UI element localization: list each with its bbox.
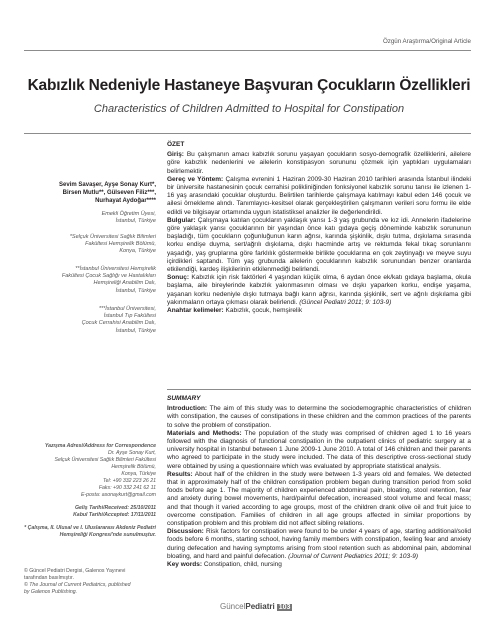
summary-intro [167,405,471,430]
ozet-keywords [167,307,471,315]
summary-keywords [167,561,471,569]
section-text: Kabızlık için risk faktörleri 4 yaşından küçük olma, 6 aydan önce ek/katı gıdaya başlama, okula başlama, aile bireylerinde kabızlık yakınmasının olması ve dışkı yaparken korku, endişe yaşama, yaşanan korku nedeniyle dışkı tutmaya bağlı karın ağrısı, karında şişkinlik, sert ve ağrılı dışkılama gibi yakınmaların ortaya çıkması olarak belirlendi. [167,274,472,306]
author-line: Birsen Mutlu**, Gülseven Filiz***, [62,189,156,196]
article-title: Kabızlık Nedeniyle Hastaneye Başvuran Çocukların Özellikleri [27,77,471,94]
keywords-text: Constipation, child, nursing [203,561,282,569]
correspondence-line: E-posta: asonaykurt@gmail.com [80,492,156,498]
journal-name-prefix: Güncel [220,602,246,611]
section-label: Results: [167,470,193,478]
section-label: Giriş: [167,151,184,159]
author-line: Sevim Savaşer, Ayşe Sonay Kurt*, [59,182,156,188]
correspondence-line: Faks: +90 332 241 62 11 [98,485,156,491]
congress-note: * Çalışma, II. Ulusal ve I. Uluslararası Akdeniz Pediatri Hemşireliği Kongresi'nde sunulmuştur. [24,525,156,538]
ozet-bulgular [167,217,471,274]
affiliation-line: İstanbul Tıp Fakültesi [103,313,156,320]
header-rule [24,50,471,51]
affiliation [44,211,156,225]
copyright-line: by Galenos Publishing. [24,589,78,595]
affiliation-line: Hemşireliği Anabilim Dalı, [93,280,156,287]
accepted-date: Kabul Tarihi/Accepted: 17/11/2011 [73,512,156,518]
correspondence-block [24,443,156,539]
article-type-label: Özgün Araştırma/Original Article [382,38,471,45]
section-label: Sonuç: [167,274,190,282]
affiliation-line: Fakültesi Çocuk Sağlığı ve Hastalıkları [61,273,156,280]
affiliation [44,306,156,335]
ozet-giris [167,151,471,176]
section-text: Çalışma evrenini 1 Haziran 2009-30 Haziran 2010 tarihleri arasında İstanbul ilindeki bir üniversite hastanesinin çocuk cerrahisi polikliniğinden fonksiyonel kabızlık sorunu tanısı ile izlenen 1-16 yaş arasındaki çocuklar oluşturdu. Belirtilen tarihlerde çalışmaya katılmayı kabul eden 146 çocuk ve ailesi örnekleme alındı. Tanımlayıcı-kesitsel olarak gerçekleştirilen çalışmanın verileri soru formu ile elde edildi ve bilgisayar ortamında uygun istatistiksel analizler ile değerlendirildi. [167,175,471,216]
ozet-section [167,141,471,315]
section-divider [167,389,471,390]
affiliation-line: İstanbul, Türkiye [115,287,156,294]
affiliation-line: ***İstanbul Üniversitesi, [98,306,156,312]
copyright-line: tarafından basılmıştır. [24,575,74,581]
section-text: Çalışmaya katılan çocukların yaklaşık yarısı 1-3 yaş grubunda ve kız idi. Annelerin ifadelerine göre yaklaşık yarısı çocuklarının bir yaşından önce katı gıdaya geçiş döneminde kabızlık sorununun başladığı, tüm çocukların çoğunluğunun karın ağrısı, karında şişkinlik, dışkı tutma, dışkılama sırasında korku endişe duyma, sert/ağrılı dışkılama, dışkı hacminde artış ve rektumda fekal tıkaç sorunlarını yaşadığı, yaş gruplarına göre farklılık göstermekle birlikte çocuklarına en çok zeytinyağı ve meyve suyu içirdikleri saptandı. Tüm yaş grubunda ailelerin çocuklarının kabızlık sorunundan benzer oranlarda etkilendiği, kardeş ilişkilerinin etkilenmediği belirlendi. [167,216,472,274]
correspondence-line: Selçuk Üniversitesi Sağlık Bilimleri Fakültesi [54,457,156,463]
received-date: Geliş Tarihi/Received: 25/10/2011 [74,505,156,511]
section-text: The aim of this study was to determine the sociodemographic characteristics of children with constipation, the causes of constipations in these children and the common practices of the parents to solve the problem of constipation. [167,405,471,429]
citation: (Güncel Pediatri 2011; 9: 103-9) [299,298,392,306]
correspondence-line: Dr. Ayşe Sonay Kurt, [107,450,156,456]
section-text: Bu çalışmanın amacı kabızlık sorunu yaşayan çocukların sosyo-demografik özelliklerini, ailelere göre kabızlık nedenlerini ve ailelerin konstipasyon sorununu çözmek için yaptıkları uygulamaları belirlemektir. [167,151,471,175]
affiliation-line: Emekli Öğretim Üyesi, [101,211,156,217]
ozet-gerec [167,176,471,217]
keywords-text: Kabızlık, çocuk, hemşirelik [225,307,303,315]
author-line: Nurhayat Aydoğar**** [95,197,156,204]
section-label: Bulgular: [167,216,196,224]
summary-discussion [167,528,471,561]
ozet-heading: ÖZET [167,141,185,148]
affiliation-line: İstanbul, Türkiye [115,218,156,225]
page-number: 103 [278,604,291,611]
affiliation-line: Konya, Türkiye [119,248,156,255]
summary-section [167,395,471,569]
journal-name: Pediatri [245,602,275,611]
keywords-label: Key words: [167,561,203,569]
copyright-line: © The Journal of Current Pediatrics, published [24,582,131,588]
copyright-line: © Güncel Pediatri Dergisi, Galenos Yayınevi [24,568,126,574]
section-label: Introduction: [167,405,208,413]
page-footer [220,602,292,611]
section-label: Discussion: [167,528,204,536]
section-text: Risk factors for constipation were found to be under 4 years of age, starting additional/solid foods before 6 months, starting school, having family members with constipation, feeling fear and anxiety during defecation and having symptoms arising from stool retention such as abdominal pain, abdominal bloating, and hard and painful defecation. [167,528,472,560]
correspondence-line: Hemşirelik Bölümü, [111,464,156,470]
section-text: About half of the children in the study were between 1-3 years old and females. We detected that in approximately half of the children constipation problem began during transition period from solid foods before age 1. The majority of children experienced abdominal pain, bloating, stool retention, fear and anxiety during bowel movements, hard/painful defecation, increased stool volume and fecal mass; and that though it varied according to age groups, most of the children drank olive oil and fruit juice to overcome constipation. Families of children in all age groups affected in similar proportions by constipation problem and this problem did not affect sibling relations. [167,470,471,528]
correspondence-line: Konya, Türkiye [121,471,156,477]
author-list [44,182,156,205]
summary-methods [167,430,471,471]
section-label: Materials and Methods: [167,429,242,437]
section-text: The population of the study was comprised of children aged 1 to 16 years followed with the diagnosis of functional constipation in the outpatient clinics of pediatric surgery at a university hospital in Istanbul between 1 June 2009-1 June 2010. A total of 146 children and their parents who agreed to participate in the study were included. The data of this descriptive cross-sectional study were obtained by using a questionnaire which was evaluated by appropriate statistical analysis. [167,429,472,470]
summary-results [167,471,471,528]
copyright-block [24,568,156,596]
citation: (Journal of Current Pediatrics 2011; 9: 103-9) [288,552,419,560]
ozet-sonuc [167,274,471,307]
affiliation [44,266,156,295]
title-rule [24,133,471,134]
section-label: Gereç ve Yöntem: [167,175,224,183]
correspondence-heading: Yazışma Adresi/Address for Correspondence [44,443,156,449]
affiliation [44,234,156,256]
affiliation-line: **İstanbul Üniversitesi Hemşirelik [75,266,156,272]
affiliation-line: Fakültesi Hemşirelik Bölümü, [85,241,156,248]
article-subtitle: Characteristics of Children Admitted to Hospital for Constipation [93,103,405,115]
correspondence-line: Tel: +90 332 223 26 21 [102,478,156,484]
summary-heading: SUMMARY [167,395,201,402]
affiliation-line: İstanbul, Türkiye [115,327,156,334]
affiliation-line: Çocuk Cerrahisi Anabilim Dalı, [81,320,156,327]
affiliation-line: *Selçuk Üniversitesi Sağlık Bilimleri [69,234,156,240]
keywords-label: Anahtar kelimeler: [167,307,224,315]
